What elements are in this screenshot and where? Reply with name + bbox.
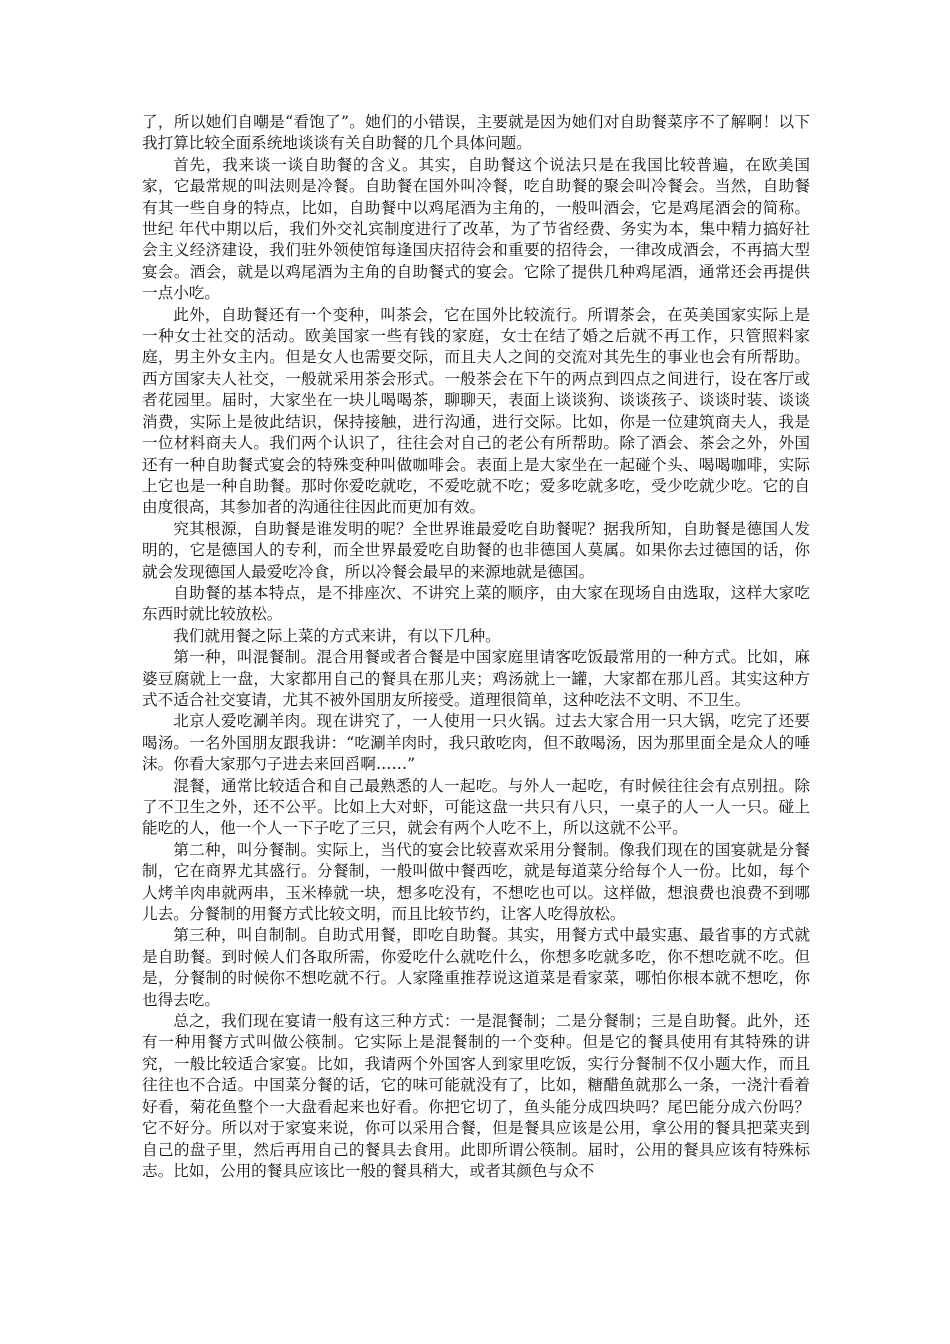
paragraph: 自助餐的基本特点，是不排座次、不讲究上菜的顺序，由大家在现场自由选取，这样大家吃东西时就比较放松。 — [142, 583, 810, 624]
paragraph: 第三种，叫自制制。自助式用餐，即吃自助餐。其实，用餐方式中最实惠、最省事的方式就是自助餐。到时候人们各取所需，你爱吃什么就吃什么，你想多吃就多吃，你不想吃就不吃。但是，分餐制的时候你不想吃就不行。人家隆重推荐说这道菜是看家菜，哪怕你根本就不想吃，你也得去吃。 — [142, 926, 810, 1009]
paragraph: 总之，我们现在宴请一般有这三种方式：一是混餐制；二是分餐制；三是自助餐。此外，还有一种用餐方式叫做公筷制。它实际上是混餐制的一个变种。但是它的餐具使用有其特殊的讲究，一般比较适合家宴。比如，我请两个外国客人到家里吃饭，实行分餐制不仅小题大作，而且往往也不合适。中国菜分餐的话，它的味可能就没有了，比如，糖醋鱼就那么一条，一浇汁看着好看，菊花鱼整个一大盘看起来也好看。你把它切了，鱼头能分成四块吗？尾巴能分成六份吗？它不好分。所以对于家宴来说，你可以采用合餐，但是餐具应该是公用，拿公用的餐具把菜夹到自己的盘子里，然后再用自己的餐具去食用。此即所谓公筷制。届时，公用的餐具应该有特殊标志。比如，公用的餐具应该比一般的餐具稍大，或者其颜色与众不 — [142, 1012, 810, 1180]
paragraph-continuation: 了，所以她们自嘲是“看饱了”。她们的小错误，主要就是因为她们对自助餐菜序不了解啊！以下我打算比较全面系统地谈谈有关自助餐的几个具体问题。 — [142, 113, 810, 153]
paragraph: 我们就用餐之际上菜的方式来讲，有以下几种。 — [173, 626, 501, 645]
paragraph: 北京人爱吃涮羊肉。现在讲究了，一人使用一只火锅。过去大家合用一只大锅，吃完了还要喝汤。一名外国朋友跟我讲：“吃涮羊肉时，我只敢吃肉，但不敢喝汤，因为那里面全是众人的唾沫。你看大家那勺子进去来回舀啊……” — [142, 712, 810, 774]
paragraph: 首先，我来谈一谈自助餐的含义。其实，自助餐这个说法只是在我国比较普遍，在欧美国家，它最常规的叫法则是冷餐。自助餐在国外叫冷餐，吃自助餐的聚会叫冷餐会。当然，自助餐有其一些自身的特点，比如，自助餐中以鸡尾酒为主角的，一般叫酒会，它是鸡尾酒会的简称。 世纪 年代中期以后，我们外交礼宾制度进行了改革，为了节省经费、务实为本，集中精力搞好社会主义经济建设，我们驻外领使馆每逢国庆招待会和重要的招待会，一律改成酒会，不再搞大型宴会。酒会，就是以鸡尾酒为主角的自助餐式的宴会。它除了提供几种鸡尾酒，通常还会再提供一点小吃。 — [142, 155, 810, 303]
paragraph: 混餐，通常比较适合和自己最熟悉的人一起吃。与外人一起吃，有时候往往会有点别扭。除了不卫生之外，还不公平。比如上大对虾，可能这盘一共只有八只，一桌子的人一人一只。碰上能吃的人，他一个人一下子吃了三只，就会有两个人吃不上，所以这就不公平。 — [142, 776, 810, 838]
paragraph: 第一种，叫混餐制。混合用餐或者合餐是中国家庭里请客吃饭最常用的一种方式。比如，麻婆豆腐就上一盘，大家都用自己的餐具在那儿夹；鸡汤就上一罐，大家都在那儿舀。其实这种方式不适合社交宴请，尤其不被外国朋友所接受。道理很简单，这种吃法不文明、不卫生。 — [142, 648, 810, 709]
paragraph: 此外，自助餐还有一个变种，叫茶会，它在国外比较流行。所谓茶会，在英美国家实际上是一种女士社交的活动。欧美国家一些有钱的家庭，女士在结了婚之后就不再工作，只管照料家庭，男主外女主内。但是女人也需要交际，而且夫人之间的交流对其先生的事业也会有所帮助。西方国家夫人社交，一般就采用茶会形式。一般茶会在下午的两点到四点之间进行，设在客厅或者花园里。届时，大家坐在一块儿喝喝茶，聊聊天，表面上谈谈狗、谈谈孩子、谈谈时装、谈谈消费，实际上是彼此结识，保持接触，进行沟通，进行交际。比如，你是一位建筑商夫人，我是一位材料商夫人。我们两个认识了，往往会对自己的老公有所帮助。除了酒会、茶会之外，外国还有一种自助餐式宴会的特殊变种叫做咖啡会。表面上是大家坐在一起碰个头、喝喝咖啡，实际上它也是一种自助餐。那时你爱吃就吃，不爱吃就不吃；爱多吃就多吃，受少吃就少吃。它的自由度很高，其参加者的沟通往往因此而更加有效。 — [142, 305, 810, 517]
paragraph: 究其根源，自助餐是谁发明的呢？全世界谁最爱吃自助餐呢？据我所知，自助餐是德国人发明的，它是德国人的专利，而全世界最爱吃自助餐的也非德国人莫属。如果你去过德国的话，你就会发现德国人最爱吃冷食，所以冷餐会最早的来源地就是德国。 — [142, 519, 810, 581]
document-page — [142, 112, 810, 1182]
paragraph: 第二种，叫分餐制。实际上，当代的宴会比较喜欢采用分餐制。像我们现在的国宴就是分餐制，它在商界尤其盛行。分餐制，一般叫做中餐西吃，就是每道菜分给每个人一份。比如，每个人烤羊肉串就两串，玉米棒就一块，想多吃没有，不想吃也可以。这样做，想浪费也浪费不到哪儿去。分餐制的用餐方式比较文明，而且比较节约，让客人吃得放松。 — [142, 840, 810, 924]
